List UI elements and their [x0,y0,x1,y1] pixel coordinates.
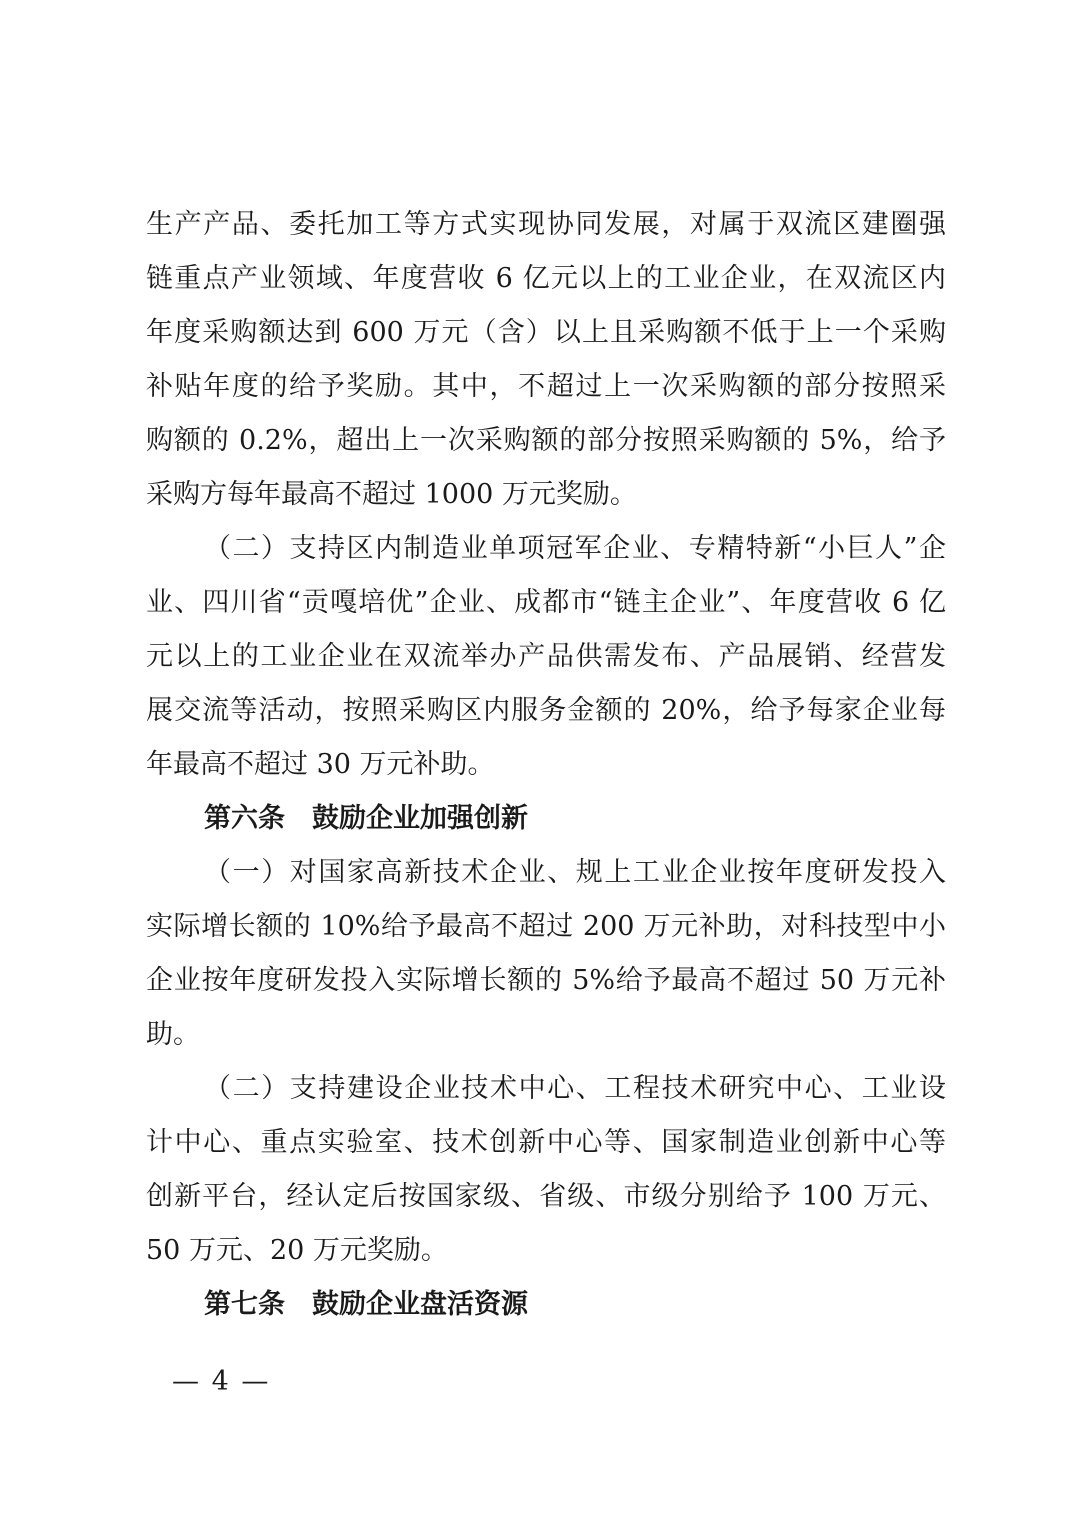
paragraph-line: 链重点产业领域、年度营收 6 亿元以上的工业企业，在双流区内 [146,263,946,294]
paragraph-line: 年度采购额达到 600 万元（含）以上且采购额不低于上一个采购 [146,317,946,348]
paragraph-line: 助。 [146,1019,200,1050]
paragraph-line: 生产产品、委托加工等方式实现协同发展，对属于双流区建圈强 [146,209,946,240]
paragraph-line: （二）支持建设企业技术中心、工程技术研究中心、工业设 [204,1073,946,1104]
article-heading: 第六条 鼓励企业加强创新 [204,803,528,834]
article-heading: 第七条 鼓励企业盘活资源 [204,1289,528,1320]
paragraph-line: 业、四川省“贡嘎培优”企业、成都市“链主企业”、年度营收 6 亿 [146,587,946,618]
paragraph-line: 采购方每年最高不超过 1000 万元奖励。 [146,479,637,510]
paragraph-line: 计中心、重点实验室、技术创新中心等、国家制造业创新中心等 [146,1127,946,1158]
paragraph-line: 年最高不超过 30 万元补助。 [146,749,495,780]
document-body [146,198,946,1332]
page-number: — 4 — [172,1366,271,1397]
paragraph-line: 企业按年度研发投入实际增长额的 5%给予最高不超过 50 万元补 [146,965,946,996]
paragraph-line: 购额的 0.2%，超出上一次采购额的部分按照采购额的 5%，给予 [146,425,946,456]
paragraph-line: （二）支持区内制造业单项冠军企业、专精特新“小巨人”企 [204,533,946,564]
paragraph-line: 补贴年度的给予奖励。其中，不超过上一次采购额的部分按照采 [146,371,946,402]
paragraph-line: 50 万元、20 万元奖励。 [146,1235,448,1266]
paragraph-line: 创新平台，经认定后按国家级、省级、市级分别给予 100 万元、 [146,1181,946,1212]
paragraph-line: （一）对国家高新技术企业、规上工业企业按年度研发投入 [204,857,946,888]
paragraph-line: 展交流等活动，按照采购区内服务金额的 20%，给予每家企业每 [146,695,946,726]
paragraph-line: 元以上的工业企业在双流举办产品供需发布、产品展销、经营发 [146,641,946,672]
paragraph-line: 实际增长额的 10%给予最高不超过 200 万元补助，对科技型中小 [146,911,946,942]
